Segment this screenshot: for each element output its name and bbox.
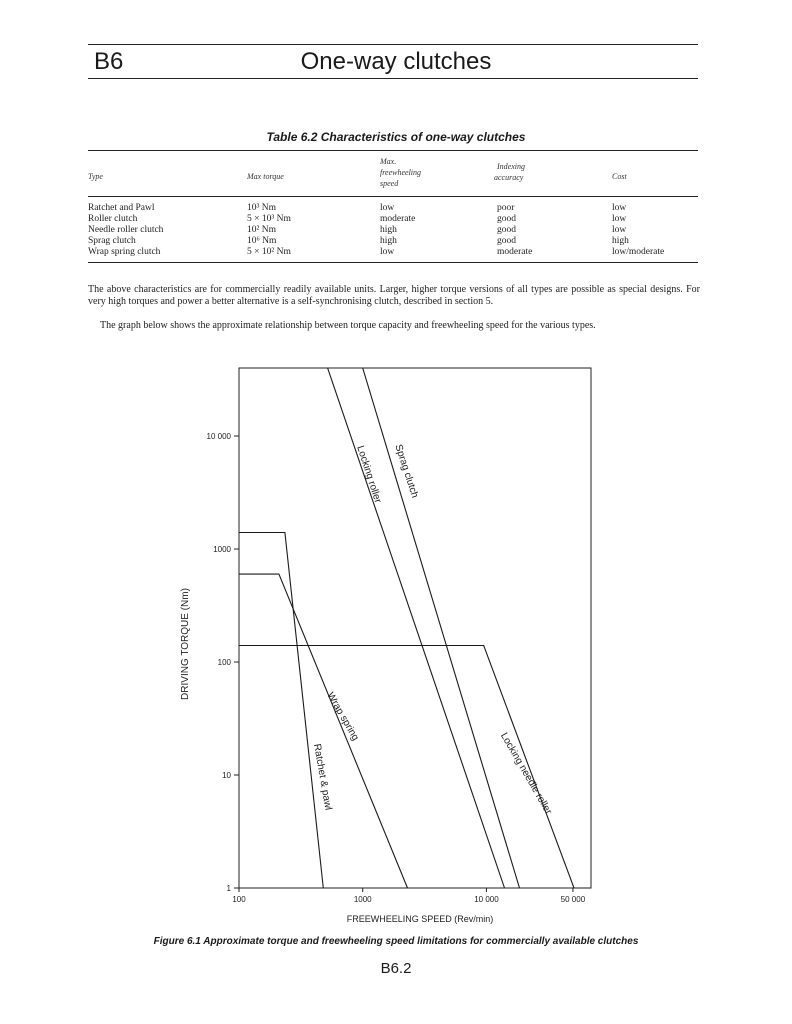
cell-torque: 5 × 10² Nm: [247, 247, 291, 257]
series-line-locking-needle-roller: [239, 646, 591, 889]
torque-speed-chart: [0, 360, 792, 930]
x-tick-label: 10 000: [474, 895, 499, 904]
series-label-locking-roller: Locking roller: [354, 444, 384, 505]
table-title: Table 6.2 Characteristics of one-way clutches: [266, 130, 526, 144]
cell-cost: high: [612, 236, 629, 246]
cell-speed: low: [380, 247, 395, 257]
col-type: Type: [88, 172, 103, 181]
cell-accuracy: good: [497, 214, 516, 224]
cell-speed: moderate: [380, 214, 416, 224]
cell-accuracy: good: [497, 236, 516, 246]
y-tick-label: 10 000: [206, 432, 231, 442]
cell-torque: 10³ Nm: [247, 203, 276, 213]
col-speed-3: speed: [380, 179, 399, 188]
figure-caption: Figure 6.1 Approximate torque and freewheeling speed limitations for commercially available clutches: [153, 936, 639, 947]
series-label-ratchet-pawl: Ratchet & pawl: [311, 743, 334, 812]
cell-accuracy: moderate: [497, 247, 533, 257]
cell-torque: 10² Nm: [247, 225, 276, 235]
cell-cost: low: [612, 214, 627, 224]
cell-accuracy: good: [497, 225, 516, 235]
series-line-ratchet-pawl: [239, 533, 323, 889]
col-speed-1: Max.: [380, 157, 397, 166]
section-code: B6: [94, 48, 124, 75]
cell-speed: high: [380, 225, 397, 235]
series-line-wrap-spring: [239, 574, 408, 888]
y-tick-label: 1: [226, 884, 231, 893]
cell-cost: low/moderate: [612, 247, 665, 257]
x-tick-label: 1000: [353, 895, 372, 904]
col-indexing-2: accuracy: [494, 173, 524, 182]
y-tick-label: 1000: [213, 545, 231, 555]
series-line-sprag-clutch: [363, 368, 520, 888]
x-tick-label: 50 000: [560, 895, 586, 904]
series-label-sprag-clutch: Sprag clutch: [392, 443, 421, 500]
cell-cost: low: [612, 225, 627, 235]
paragraph-graph-intro: The graph below shows the approximate relationship between torque capacity and freewheeling speed for the various types.: [100, 320, 596, 331]
cell-cost: low: [612, 203, 627, 213]
col-cost: Cost: [612, 172, 627, 181]
page-number: B6.2: [380, 960, 412, 977]
cell-type: Sprag clutch: [88, 236, 136, 246]
series-line-locking-roller: [328, 368, 505, 888]
cell-torque: 10⁶ Nm: [247, 236, 277, 246]
y-axis-label: DRIVING TORQUE (Nm): [180, 588, 191, 700]
cell-type: Ratchet and Pawl: [88, 203, 155, 213]
cell-type: Needle roller clutch: [88, 225, 164, 235]
y-tick-label: 100: [217, 658, 231, 668]
col-max-torque: Max torque: [247, 172, 284, 181]
col-indexing-1: Indexing: [497, 162, 525, 171]
cell-type: Wrap spring clutch: [88, 247, 161, 257]
cell-speed: high: [380, 236, 397, 246]
series-label-wrap-spring: Wrap spring: [324, 690, 361, 743]
cell-speed: low: [380, 203, 395, 213]
page-title: One-way clutches: [300, 48, 492, 75]
x-axis-label: FREEWHEELING SPEED (Rev/min): [346, 914, 494, 924]
cell-accuracy: poor: [497, 203, 515, 213]
x-tick-label: 100: [232, 895, 246, 904]
cell-torque: 5 × 10³ Nm: [247, 214, 291, 224]
col-speed-2: freewheeling: [380, 168, 422, 177]
paragraph-characteristics: The above characteristics are for commercially readily available units. Larger, higher torque versions of all types are possible as special designs. For very high torques and power a better alternative is a self-synchronising clutch, described in section 5.: [88, 284, 700, 307]
cell-type: Roller clutch: [88, 214, 138, 224]
series-label-locking-needle-roller: Locking needle roller: [498, 731, 554, 817]
y-tick-label: 10: [222, 771, 231, 781]
plot-frame: [239, 368, 591, 888]
